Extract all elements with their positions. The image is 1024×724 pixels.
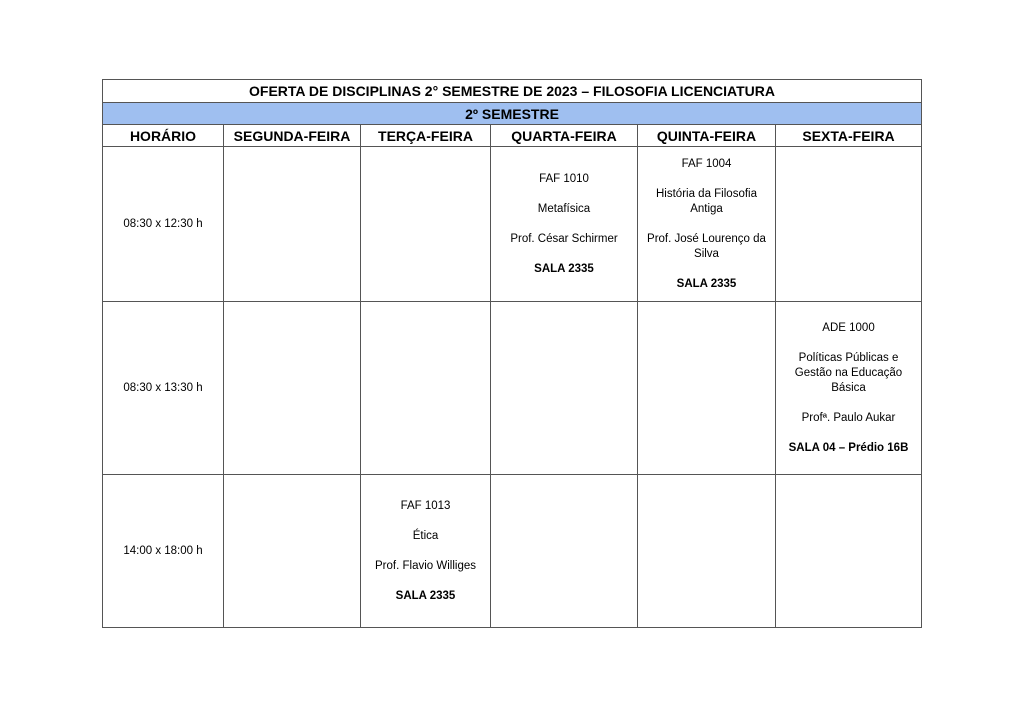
course-room: SALA 2335 xyxy=(395,589,456,602)
header-row xyxy=(103,125,922,147)
time-cell: 08:30 x 12:30 h xyxy=(103,147,224,302)
time-cell: 14:00 x 18:00 h xyxy=(103,475,224,628)
course-code: ADE 1000 xyxy=(822,321,875,334)
course-professor: Prof. Flavio Williges xyxy=(375,559,476,572)
course-name: Básica xyxy=(831,381,866,394)
time-cell: 08:30 x 13:30 h xyxy=(103,302,224,475)
course-professor: Silva xyxy=(694,247,719,260)
semester-row xyxy=(103,103,922,125)
empty-cell xyxy=(224,147,361,302)
course-professor: Profª. Paulo Aukar xyxy=(801,411,896,424)
course-cell xyxy=(638,147,776,302)
empty-cell xyxy=(776,475,922,628)
header-terca: TERÇA-FEIRA xyxy=(361,125,491,147)
course-room: SALA 04 – Prédio 16B xyxy=(788,441,909,454)
table-row xyxy=(103,302,922,475)
course-name: Políticas Públicas e xyxy=(798,351,899,364)
header-quinta: QUINTA-FEIRA xyxy=(638,125,776,147)
table-row xyxy=(103,147,922,302)
schedule-table xyxy=(102,79,922,628)
course-room: SALA 2335 xyxy=(534,262,594,275)
course-room: SALA 2335 xyxy=(676,277,737,290)
empty-cell xyxy=(224,475,361,628)
empty-cell xyxy=(491,475,638,628)
course-cell xyxy=(776,302,922,475)
course-professor: Prof. César Schirmer xyxy=(510,232,618,245)
empty-cell xyxy=(638,302,776,475)
header-segunda: SEGUNDA-FEIRA xyxy=(224,125,361,147)
empty-cell xyxy=(776,147,922,302)
course-code: FAF 1010 xyxy=(539,172,589,185)
title-row xyxy=(103,80,922,103)
course-professor: Prof. José Lourenço da xyxy=(647,232,766,245)
course-cell xyxy=(491,147,638,302)
course-name: Gestão na Educação xyxy=(794,366,903,379)
empty-cell xyxy=(491,302,638,475)
page-title: OFERTA DE DISCIPLINAS 2° SEMESTRE DE 2023 – FILOSOFIA LICENCIATURA xyxy=(103,80,922,103)
empty-cell xyxy=(361,147,491,302)
empty-cell xyxy=(361,302,491,475)
empty-cell xyxy=(638,475,776,628)
course-name: Metafísica xyxy=(537,202,591,215)
header-horario: HORÁRIO xyxy=(103,125,224,147)
course-name: Antiga xyxy=(690,202,723,215)
header-quarta: QUARTA-FEIRA xyxy=(491,125,638,147)
header-sexta: SEXTA-FEIRA xyxy=(776,125,922,147)
course-name: Ética xyxy=(412,529,439,542)
course-name: História da Filosofia xyxy=(656,187,757,200)
course-cell xyxy=(361,475,491,628)
course-code: FAF 1013 xyxy=(400,499,451,512)
semester-label: 2º SEMESTRE xyxy=(103,103,922,125)
table-row xyxy=(103,475,922,628)
course-code: FAF 1004 xyxy=(681,157,732,170)
empty-cell xyxy=(224,302,361,475)
